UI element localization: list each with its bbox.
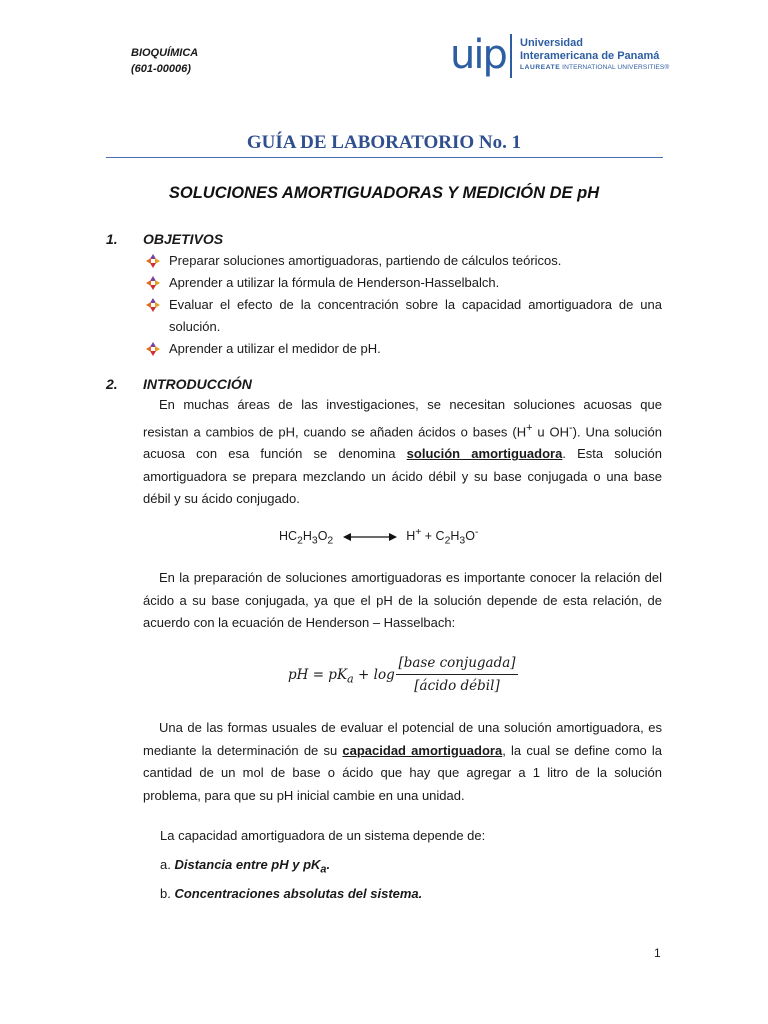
item-label: b.: [160, 886, 175, 901]
p1-text-a: En muchas áreas de las investigaciones, se necesitan soluciones acuosas que resistan a cambios de pH, cuando se añaden ácidos o bases (H: [143, 397, 662, 439]
logo-tagline: [520, 64, 669, 71]
logo-mark: uip: [450, 32, 506, 78]
p3-text-a: Una de las formas usuales de evaluar el potencial de una solución amortiguadora, es mediante la determinación de su: [143, 720, 662, 758]
objective-text: Aprender a utilizar la fórmula de Henderson-Hasselbalch.: [169, 275, 500, 290]
item-text: Concentraciones absolutas del sistema.: [174, 886, 423, 901]
p1-text-b: u OH: [532, 423, 570, 439]
eq-sub: 2: [297, 535, 303, 547]
formula-lhs: [288, 667, 395, 686]
fraction-bar: [396, 674, 518, 675]
formula-fraction: [396, 655, 518, 694]
objective-text: Preparar soluciones amortiguadoras, partiendo de cálculos teóricos.: [169, 253, 562, 268]
intro-paragraph-1: [143, 394, 662, 511]
formula-text: pH = pK: [288, 667, 348, 683]
university-logo: [450, 29, 690, 83]
course-name: BIOQUÍMICA: [131, 47, 199, 59]
logo-tagline-rest: INTERNATIONAL UNIVERSITIES: [560, 64, 665, 71]
eq-text: H: [450, 529, 460, 544]
p1-sup-minus: -: [569, 421, 573, 434]
guide-title: GUÍA DE LABORATORIO No. 1: [246, 132, 522, 153]
factor-item-a: [160, 857, 330, 876]
intro-paragraph-2: En la preparación de soluciones amortiguadoras es importante conocer la relación del ácido a su base conjugada, ya que el pH de la solución depende de esta relación, de acuerdo con la ecuación de Henderson – Hasselbach:: [143, 570, 662, 630]
formula-numerator: [base conjugada]: [398, 655, 516, 671]
eq-text: O: [465, 529, 475, 544]
p3-text-b: , la cual se define como la cantidad de un mol de base o ácido que hay que agregar a 1 litro de la solución problema, para que su pH inicial cambie en una unidad.: [143, 742, 662, 803]
p1-text-d: . Esta solución amortiguadora se prepara mezclando un ácido débil y su base conjugada o una base débil y su ácido conjugado.: [143, 446, 662, 507]
page-number: 1: [654, 946, 661, 960]
section-1-number: 1.: [106, 231, 118, 247]
objectives-list: [145, 250, 662, 360]
eq-text: O: [317, 529, 328, 544]
section-1-title: OBJETIVOS: [143, 231, 224, 247]
four-arrow-bullet-icon: [146, 342, 160, 356]
dissociation-equation: [279, 527, 478, 547]
formula-text: + log: [353, 667, 395, 683]
intro-paragraph-3: [143, 717, 662, 807]
four-arrow-bullet-icon: [146, 298, 160, 312]
eq-text: H: [406, 529, 416, 544]
title-divider: [106, 157, 663, 158]
course-code: (601-00006): [131, 63, 191, 75]
course-info: [131, 45, 198, 77]
eq-sub: 3: [459, 535, 466, 547]
eq-text: H: [302, 529, 312, 544]
item-label: a.: [160, 857, 175, 872]
eq-sup: +: [415, 527, 422, 538]
logo-name-line1: Universidad: [520, 37, 583, 49]
double-arrow-icon: [343, 532, 397, 542]
four-arrow-bullet-icon: [146, 254, 160, 268]
term-solucion-amortiguadora: solución amortiguadora: [406, 446, 563, 462]
four-arrow-bullet-icon: [146, 276, 160, 290]
list-item: [145, 250, 662, 272]
eq-text: HC: [279, 529, 298, 544]
formula-sub: a: [347, 672, 354, 686]
eq-text: + C: [421, 529, 445, 544]
eq-sub: 3: [311, 535, 318, 547]
eq-sub: 2: [444, 535, 451, 547]
list-item: [145, 272, 662, 294]
list-item: [145, 338, 662, 360]
objective-text: Aprender a utilizar el medidor de pH.: [169, 341, 381, 356]
section-2-number: 2.: [106, 376, 118, 392]
list-item: [145, 294, 662, 338]
eq-sub: 2: [327, 535, 334, 547]
eq-sup: -: [474, 527, 479, 538]
logo-tagline-mark: ®: [664, 64, 670, 71]
document-subtitle: SOLUCIONES AMORTIGUADORAS Y MEDICIÓN DE pH: [168, 184, 600, 202]
item-sub: a: [320, 863, 327, 876]
logo-tagline-brand: LAUREATE: [520, 64, 561, 71]
objective-text: Evaluar el efecto de la concentración sobre la capacidad amortiguadora de una solución.: [169, 297, 662, 334]
p1-sup-plus: +: [526, 421, 533, 434]
formula-denominator: [ácido débil]: [414, 678, 500, 694]
intro-paragraph-4: La capacidad amortiguadora de un sistema depende de:: [160, 828, 486, 843]
logo-name: [520, 37, 659, 63]
section-2-title: INTRODUCCIÓN: [143, 376, 252, 392]
item-text: Distancia entre pH y pK: [174, 857, 321, 872]
factor-item-b: [160, 886, 422, 901]
logo-divider: [510, 34, 512, 78]
logo-name-line2: Interamericana de Panamá: [520, 50, 660, 62]
item-end: .: [326, 857, 331, 872]
term-capacidad-amortiguadora: capacidad amortiguadora: [342, 742, 503, 758]
p1-text-c: ). Una solución acuosa con esa función se denomina: [143, 423, 662, 462]
